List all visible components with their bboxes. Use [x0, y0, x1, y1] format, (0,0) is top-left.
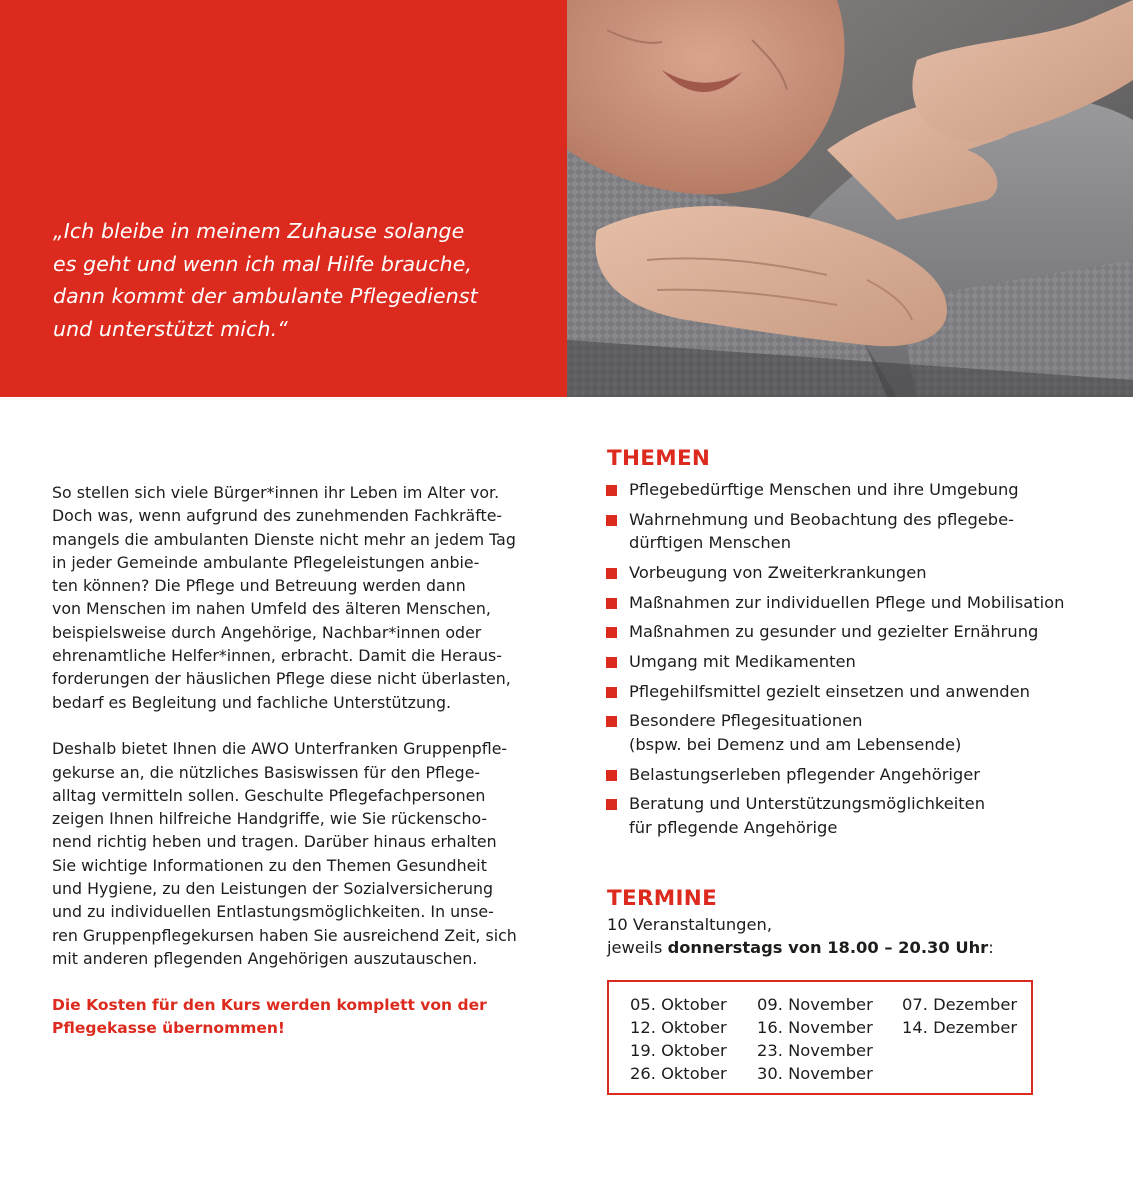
theme-item: Besondere Pflegesituationen (bspw. bei Demenz und am Lebensende): [606, 709, 1106, 756]
quote-panel: [0, 0, 567, 397]
bullet-square-icon: [606, 485, 617, 496]
date-item: 23. November: [757, 1041, 873, 1060]
hero-quote: „Ich bleibe in meinem Zuhause solange es geht und wenn ich mal Hilfe brauche, dann kommt der ambulante Pflegedienst und unterstützt mich.“: [53, 219, 478, 341]
bullet-square-icon: [606, 515, 617, 526]
bullet-square-icon: [606, 568, 617, 579]
bullet-square-icon: [606, 687, 617, 698]
intro-paragraph-1: So stellen sich viele Bürger*innen ihr Leben im Alter vor. Doch was, wenn aufgrund des zunehmenden Fachkräfte- mangels die ambulanten Dienste nicht mehr an jedem Tag in jeder Gemeinde ambulante Pflegeleistungen anbie- ten können? Die Pflege und Betreuung werden dann von Menschen im nahen Umfeld des älteren Menschen, beispielsweise durch Angehörige, Nachbar*innen oder ehrenamtliche Helfer*innen, erbracht. Damit die Heraus- forderungen der häuslichen Pflege diese nicht überlasten, bedarf es Begleitung und fachliche Unterstützung.: [52, 483, 516, 712]
bullet-square-icon: [606, 657, 617, 668]
termine-line-2: jeweils donnerstags von 18.00 – 20.30 Uhr:: [607, 938, 994, 957]
bullet-square-icon: [606, 770, 617, 781]
theme-item: Pflegehilfsmittel gezielt einsetzen und anwenden: [606, 680, 1106, 704]
theme-item: Beratung und Unterstützungsmöglichkeiten für pflegende Angehörige: [606, 792, 1106, 839]
date-item: 09. November: [757, 995, 873, 1014]
date-item: 14. Dezember: [902, 1018, 1018, 1037]
date-item: 19. Oktober: [630, 1041, 727, 1060]
termine-description: [607, 913, 1107, 959]
themes-list: [606, 478, 1106, 845]
themes-title: THEMEN: [607, 446, 711, 471]
termine-title: TERMINE: [607, 886, 718, 911]
theme-item: Vorbeugung von Zweiterkrankungen: [606, 561, 1106, 585]
hero-photo: [567, 0, 1133, 397]
dates-column-december: [902, 993, 1017, 1039]
dates-box: [607, 980, 1033, 1095]
bullet-square-icon: [606, 627, 617, 638]
date-item: 26. Oktober: [630, 1064, 727, 1083]
date-item: 12. Oktober: [630, 1018, 727, 1037]
theme-item: Wahrnehmung und Beobachtung des pflegebe- dürftigen Menschen: [606, 508, 1106, 555]
dates-column-november: [757, 993, 873, 1085]
termine-line-1: 10 Veranstaltungen,: [607, 915, 773, 934]
hero-section: [0, 0, 1133, 397]
date-item: 30. November: [757, 1064, 873, 1083]
bullet-square-icon: [606, 598, 617, 609]
theme-item: Maßnahmen zur individuellen Pflege und Mobilisation: [606, 591, 1106, 615]
theme-item: Umgang mit Medikamenten: [606, 650, 1106, 674]
theme-item: Belastungserleben pflegender Angehöriger: [606, 763, 1106, 787]
date-item: 16. November: [757, 1018, 873, 1037]
date-item: 07. Dezember: [902, 995, 1018, 1014]
bullet-square-icon: [606, 799, 617, 810]
theme-item: Pflegebedürftige Menschen und ihre Umgebung: [606, 478, 1106, 502]
bullet-square-icon: [606, 716, 617, 727]
cost-highlight: Die Kosten für den Kurs werden komplett von der Pflegekasse übernommen!: [52, 995, 487, 1037]
date-item: 05. Oktober: [630, 995, 727, 1014]
theme-item: Maßnahmen zu gesunder und gezielter Ernährung: [606, 620, 1106, 644]
intro-paragraph-2: Deshalb bietet Ihnen die AWO Unterfranken Gruppenpfle- gekurse an, die nützliches Basiswissen für den Pflege- alltag vermitteln sollen. Geschulte Pflegefachpersonen zeigen Ihnen hilfreiche Handgriffe, wie Sie rückenscho- nend richtig heben und tragen. Darüber hinaus erhalten Sie wichtige Informationen zu den Themen Gesundheit und Hygiene, zu den Leistungen der Sozialversicherung und zu individuellen Entlastungsmöglichkeiten. In unse- ren Gruppenpflegekursen haben Sie ausreichend Zeit, sich mit anderen pflegenden Angehörigen auszutauschen.: [52, 739, 517, 968]
dates-column-october: [630, 993, 727, 1085]
intro-text: [52, 481, 552, 1063]
termine-time: donnerstags von 18.00 – 20.30 Uhr: [667, 938, 989, 957]
